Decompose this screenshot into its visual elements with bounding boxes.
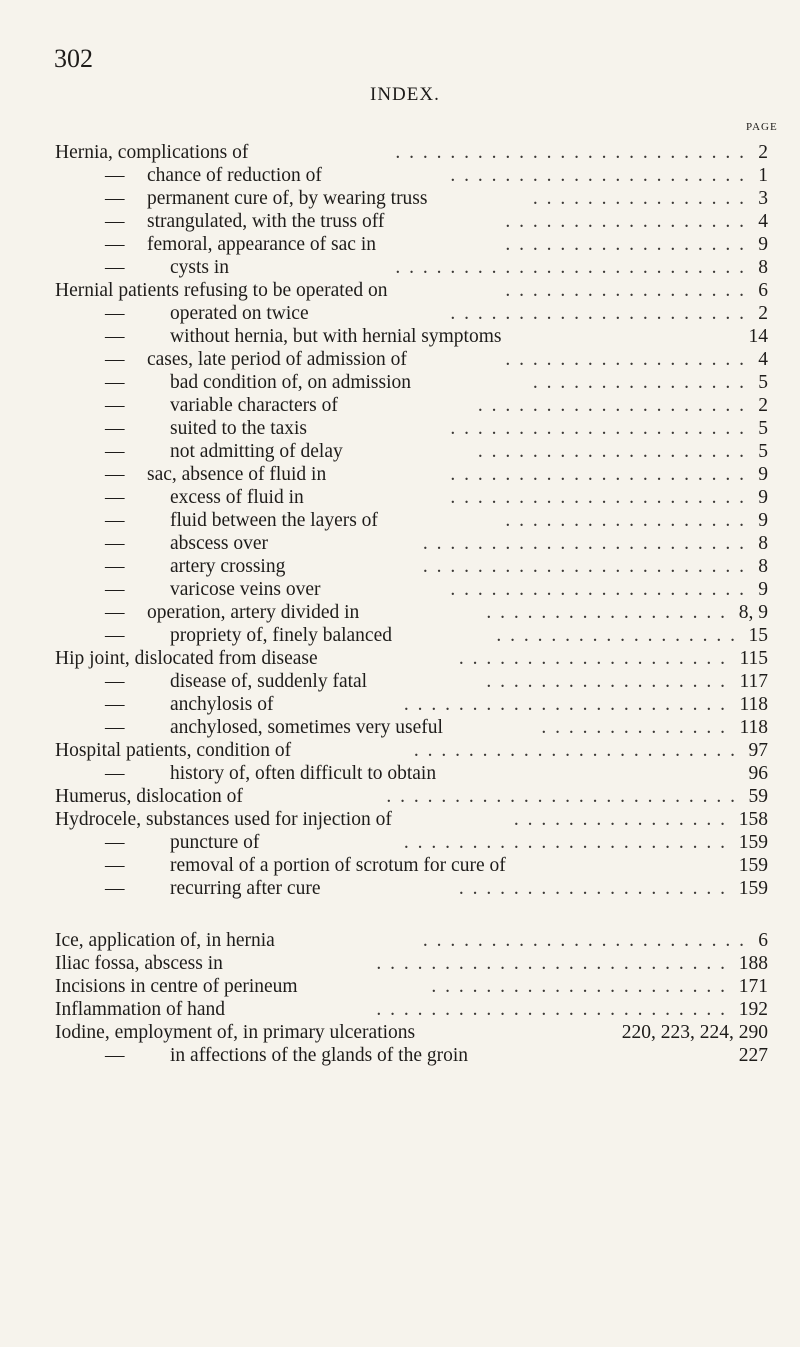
index-entry: [0, 141, 800, 164]
entry-leaders: . . . . . . . . . . . . . . . . . .: [486, 671, 727, 692]
entry-leaders: . . . . . . . . . . . . . . . . . . . . . . . .: [403, 832, 727, 853]
page-column-label: PAGE: [746, 121, 778, 133]
entry-page-number: 97: [748, 740, 768, 761]
entry-page-number: 4: [758, 349, 768, 370]
entry-page-number: 2: [758, 142, 768, 163]
entry-page-number: 5: [758, 441, 768, 462]
entry-dash: —: [105, 510, 125, 531]
entry-page-number: 6: [758, 930, 768, 951]
index-entry: [0, 975, 800, 998]
entry-dash: —: [105, 533, 125, 554]
entry-leaders: . . . . . . . . . . . . . . . . . . . . . .: [450, 579, 746, 600]
entry-dash: —: [105, 602, 125, 623]
entry-leaders: . . . . . . . . . . . . . . . . . . . . . . . .: [422, 533, 746, 554]
index-entry: [0, 952, 800, 975]
entry-dash: —: [105, 763, 125, 784]
index-entry: [0, 233, 800, 256]
entry-leaders: . . . . . . . . . . . . . . . . . .: [496, 625, 737, 646]
entry-leaders: . . . . . . . . . . . . . . . . . .: [505, 349, 746, 370]
entry-text: permanent cure of, by wearing truss: [147, 188, 428, 209]
entry-leaders: . . . . . . . . . . . . . . . . . . . . . . . .: [413, 740, 737, 761]
entry-dash: —: [105, 372, 125, 393]
entry-dash: —: [105, 487, 125, 508]
entry-page-number: 59: [748, 786, 768, 807]
entry-leaders: . . . . . . . . . . . . . . . . . . . .: [477, 395, 746, 416]
entry-dash: —: [105, 211, 125, 232]
entry-text: cysts in: [170, 257, 230, 278]
entry-text: Iliac fossa, abscess in: [55, 953, 223, 974]
entry-leaders: . . . . . . . . . . . . . . . . . . . . . . . . . .: [395, 142, 746, 163]
entry-page-number: 188: [738, 953, 768, 974]
entry-text: operated on twice: [170, 303, 309, 324]
entry-page-number: 117: [739, 671, 768, 692]
entry-leaders: . . . . . . . . . . . . . . . . . . . . . .: [450, 487, 746, 508]
index-entry: [0, 739, 800, 762]
entry-text: femoral, appearance of sac in: [147, 234, 376, 255]
entry-page-number: 96: [748, 763, 768, 784]
entry-page-number: 159: [738, 832, 768, 853]
entry-page-number: 14: [748, 326, 768, 347]
index-entry: [0, 929, 800, 952]
entry-text: recurring after cure: [170, 878, 321, 899]
entry-dash: —: [105, 234, 125, 255]
entry-text: fluid between the layers of: [170, 510, 378, 531]
index-entry: [0, 486, 800, 509]
entry-leaders: . . . . . . . . . . . . . . . . . . . . . . . . . .: [395, 257, 746, 278]
entry-page-number: 8, 9: [738, 602, 768, 623]
entry-leaders: . . . . . . . . . . . . . . . . . . . . . .: [450, 165, 746, 186]
entry-page-number: 2: [758, 303, 768, 324]
entry-text: Hospital patients, condition of: [55, 740, 292, 761]
index-entry: [0, 693, 800, 716]
entry-text: Hernial patients refusing to be operated on: [55, 280, 388, 301]
entry-text: not admitting of delay: [170, 441, 343, 462]
index-entry: [0, 302, 800, 325]
entry-dash: —: [105, 878, 125, 899]
entry-dash: —: [105, 326, 125, 347]
index-entry: [0, 808, 800, 831]
entry-page-number: 3: [758, 188, 768, 209]
entry-dash: —: [105, 349, 125, 370]
entry-dash: —: [105, 671, 125, 692]
index-entry: [0, 371, 800, 394]
entry-dash: —: [105, 694, 125, 715]
entry-leaders: . . . . . . . . . . . . . . . .: [532, 372, 746, 393]
entry-leaders: . . . . . . . . . . . . . . . . . . . . . . . . . .: [376, 999, 727, 1020]
entry-page-number: 1: [758, 165, 768, 186]
entry-dash: —: [105, 303, 125, 324]
entry-leaders: . . . . . . . . . . . . . . . . . . . . . . . .: [403, 694, 727, 715]
section-gap: [0, 900, 800, 929]
index-entry: [0, 762, 800, 785]
entry-text: cases, late period of admission of: [147, 349, 407, 370]
index-entry: [0, 555, 800, 578]
entry-page-number: 2: [758, 395, 768, 416]
entry-text: Hernia, complications of: [55, 142, 249, 163]
entry-leaders: . . . . . . . . . . . . . . . . . . . . . .: [450, 418, 746, 439]
entry-page-number: 8: [758, 533, 768, 554]
entry-leaders: . . . . . . . . . . . . . .: [541, 717, 727, 738]
entry-dash: —: [105, 556, 125, 577]
entry-page-number: 171: [738, 976, 768, 997]
entry-dash: —: [105, 165, 125, 186]
index-entry: [0, 325, 800, 348]
entry-page-number: 192: [738, 999, 768, 1020]
entry-leaders: . . . . . . . . . . . . . . . . . . . . . . . . . .: [386, 786, 737, 807]
entry-text: operation, artery divided in: [147, 602, 360, 623]
index-entry: [0, 210, 800, 233]
index-entry: [0, 785, 800, 808]
index-entry: [0, 601, 800, 624]
entry-text: Ice, application of, in hernia: [55, 930, 275, 951]
index-entry: [0, 279, 800, 302]
entry-page-number: 118: [739, 694, 768, 715]
index-entry: [0, 716, 800, 739]
entry-leaders: . . . . . . . . . . . . . . . . . . . .: [477, 441, 746, 462]
entry-dash: —: [105, 717, 125, 738]
entry-dash: —: [105, 441, 125, 462]
entry-page-number: 227: [738, 1045, 768, 1066]
entry-text: Incisions in centre of perineum: [55, 976, 298, 997]
entry-page-number: 220, 223, 224, 290: [621, 1022, 768, 1043]
entry-text: puncture of: [170, 832, 260, 853]
entry-leaders: . . . . . . . . . . . . . . . . . .: [505, 211, 746, 232]
entry-leaders: . . . . . . . . . . . . . . . .: [513, 809, 727, 830]
entry-text: history of, often difficult to obtain: [170, 763, 437, 784]
entry-text: variable characters of: [170, 395, 338, 416]
index-entry: [0, 998, 800, 1021]
entry-leaders: . . . . . . . . . . . . . . . . . . . . . . . .: [422, 930, 746, 951]
entry-text: artery crossing: [170, 556, 286, 577]
entry-leaders: . . . . . . . . . . . . . . . . . .: [486, 602, 727, 623]
entry-page-number: 159: [738, 878, 768, 899]
entry-text: Inflammation of hand: [55, 999, 226, 1020]
index-entry: [0, 877, 800, 900]
entry-text: Hydrocele, substances used for injection of: [55, 809, 392, 830]
entry-text: Hip joint, dislocated from disease: [55, 648, 318, 669]
index-entry: [0, 670, 800, 693]
index-entry: [0, 1044, 800, 1067]
entry-page-number: 15: [748, 625, 768, 646]
entry-leaders: . . . . . . . . . . . . . . . . . . . . . . . . . .: [376, 953, 727, 974]
entry-page-number: 8: [758, 556, 768, 577]
entry-page-number: 9: [758, 510, 768, 531]
entry-page-number: 8: [758, 257, 768, 278]
entry-leaders: . . . . . . . . . . . . . . . . . . . .: [458, 878, 727, 899]
entry-text: Humerus, dislocation of: [55, 786, 243, 807]
index-entry: [0, 647, 800, 670]
entry-text: removal of a portion of scrotum for cure of: [170, 855, 506, 876]
entry-dash: —: [105, 257, 125, 278]
index-entry: [0, 831, 800, 854]
page-title: INDEX.: [370, 84, 440, 105]
entry-text: sac, absence of fluid in: [147, 464, 327, 485]
entry-text: Iodine, employment of, in primary ulcerations: [55, 1022, 416, 1043]
entry-page-number: 9: [758, 487, 768, 508]
entry-dash: —: [105, 832, 125, 853]
index-entries: [0, 141, 800, 1067]
entry-text: strangulated, with the truss off: [147, 211, 385, 232]
entry-dash: —: [105, 418, 125, 439]
entry-dash: —: [105, 1045, 125, 1066]
entry-dash: —: [105, 188, 125, 209]
index-entry: [0, 164, 800, 187]
entry-leaders: . . . . . . . . . . . . . . . .: [532, 188, 746, 209]
index-entry: [0, 417, 800, 440]
index-entry: [0, 187, 800, 210]
entry-page-number: 158: [738, 809, 768, 830]
page-number: 302: [54, 44, 93, 73]
entry-text: suited to the taxis: [170, 418, 308, 439]
index-entry: [0, 256, 800, 279]
entry-text: abscess over: [170, 533, 269, 554]
entry-page-number: 9: [758, 579, 768, 600]
entry-text: disease of, suddenly fatal: [170, 671, 368, 692]
index-entry: [0, 1021, 800, 1044]
entry-leaders: . . . . . . . . . . . . . . . . . .: [505, 234, 746, 255]
entry-text: anchylosis of: [170, 694, 274, 715]
entry-leaders: . . . . . . . . . . . . . . . . . . . . . . . .: [422, 556, 746, 577]
entry-text: anchylosed, sometimes very useful: [170, 717, 443, 738]
entry-page-number: 115: [739, 648, 768, 669]
entry-page-number: 9: [758, 464, 768, 485]
entry-page-number: 118: [739, 717, 768, 738]
index-entry: [0, 532, 800, 555]
entry-page-number: 159: [738, 855, 768, 876]
entry-dash: —: [105, 395, 125, 416]
entry-dash: —: [105, 579, 125, 600]
entry-dash: —: [105, 464, 125, 485]
entry-dash: —: [105, 625, 125, 646]
entry-dash: —: [105, 855, 125, 876]
entry-text: in affections of the glands of the groin: [170, 1045, 469, 1066]
entry-text: varicose veins over: [170, 579, 321, 600]
entry-leaders: . . . . . . . . . . . . . . . . . . . .: [458, 648, 727, 669]
index-entry: [0, 440, 800, 463]
index-entry: [0, 348, 800, 371]
index-entry: [0, 578, 800, 601]
entry-text: chance of reduction of: [147, 165, 322, 186]
entry-leaders: . . . . . . . . . . . . . . . . . . . . . .: [450, 464, 746, 485]
entry-page-number: 9: [758, 234, 768, 255]
entry-page-number: 5: [758, 372, 768, 393]
index-entry: [0, 509, 800, 532]
entry-text: bad condition of, on admission: [170, 372, 412, 393]
entry-text: propriety of, finely balanced: [170, 625, 392, 646]
index-entry: [0, 463, 800, 486]
entry-page-number: 6: [758, 280, 768, 301]
entry-leaders: . . . . . . . . . . . . . . . . . . . . . .: [450, 303, 746, 324]
index-entry: [0, 854, 800, 877]
entry-text: without hernia, but with hernial symptoms: [170, 326, 502, 347]
entry-leaders: . . . . . . . . . . . . . . . . . . . . . .: [431, 976, 727, 997]
entry-page-number: 5: [758, 418, 768, 439]
index-entry: [0, 624, 800, 647]
index-entry: [0, 394, 800, 417]
entry-leaders: . . . . . . . . . . . . . . . . . .: [505, 510, 746, 531]
entry-text: excess of fluid in: [170, 487, 304, 508]
entry-page-number: 4: [758, 211, 768, 232]
entry-leaders: . . . . . . . . . . . . . . . . . .: [505, 280, 746, 301]
